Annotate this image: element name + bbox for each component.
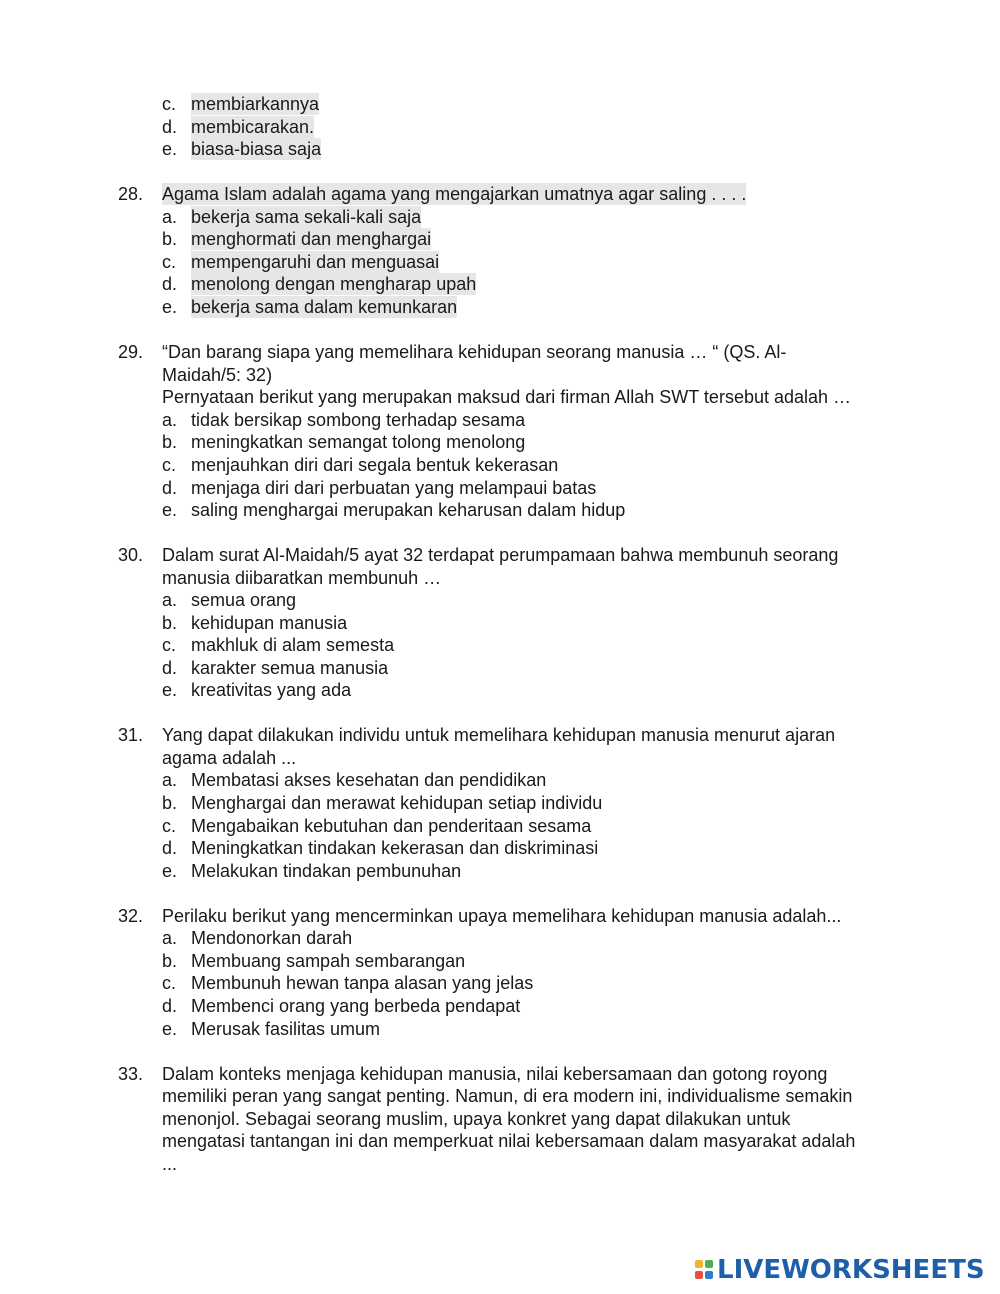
option-text: Meningkatkan tindakan kekerasan dan diskriminasi (191, 838, 599, 858)
option-text: tidak bersikap sombong terhadap sesama (191, 410, 526, 430)
option-text: kreativitas yang ada (191, 680, 352, 700)
question-text: Dalam konteks menjaga kehidupan manusia, nilai kebersamaan dan gotong royong (162, 1064, 828, 1084)
question-number: 33. (118, 1064, 144, 1084)
option-text: Membenci orang yang berbeda pendapat (191, 996, 521, 1016)
question-text: “Dan barang siapa yang memelihara kehidupan seorang manusia … “ (QS. Al- (162, 342, 787, 362)
option-letter: d. (162, 117, 178, 137)
option-letter: c. (162, 973, 177, 993)
option-text: Mengabaikan kebutuhan dan penderitaan sesama (191, 816, 592, 836)
option-text: Mendonorkan darah (191, 928, 353, 948)
option-letter: a. (162, 410, 178, 430)
option-letter: b. (162, 432, 178, 452)
option-text: Membuang sampah sembarangan (191, 951, 466, 971)
option-text: bekerja sama dalam kemunkaran (191, 297, 458, 317)
option-text: biasa-biasa saja (191, 139, 322, 159)
logo-square (705, 1271, 713, 1279)
question-number: 31. (118, 725, 144, 745)
question-text: Perilaku berikut yang mencerminkan upaya memelihara kehidupan manusia adalah... (162, 906, 842, 926)
option-letter: e. (162, 297, 178, 317)
option-letter: d. (162, 274, 178, 294)
option-text: kehidupan manusia (191, 613, 348, 633)
option-text: menolong dengan mengharap upah (191, 274, 477, 294)
option-text: saling menghargai merupakan keharusan dalam hidup (191, 500, 626, 520)
option-letter: a. (162, 207, 178, 227)
option-text: Menghargai dan merawat kehidupan setiap individu (191, 793, 603, 813)
option-letter: b. (162, 613, 178, 633)
option-letter: e. (162, 680, 178, 700)
option-text: karakter semua manusia (191, 658, 389, 678)
option-text: membicarakan. (191, 117, 315, 137)
option-letter: c. (162, 94, 177, 114)
liveworksheets-logo-icon (695, 1259, 715, 1281)
question-text: Yang dapat dilakukan individu untuk memelihara kehidupan manusia menurut ajaran (162, 725, 836, 745)
question-text: mengatasi tantangan ini dan memperkuat nilai kebersamaan dalam masyarakat adalah (162, 1131, 856, 1151)
option-letter: c. (162, 252, 177, 272)
option-letter: d. (162, 838, 178, 858)
option-letter: a. (162, 590, 178, 610)
liveworksheets-logo (695, 1255, 985, 1285)
option-letter: d. (162, 658, 178, 678)
option-text: Membatasi akses kesehatan dan pendidikan (191, 770, 547, 790)
option-text: menjauhkan diri dari segala bentuk kekerasan (191, 455, 559, 475)
option-letter: a. (162, 928, 178, 948)
option-text: menghormati dan menghargai (191, 229, 432, 249)
option-text: Melakukan tindakan pembunuhan (191, 861, 462, 881)
option-letter: e. (162, 139, 178, 159)
question-number: 29. (118, 342, 144, 362)
option-text: membiarkannya (191, 94, 320, 114)
option-letter: c. (162, 635, 177, 655)
option-text: Merusak fasilitas umum (191, 1019, 381, 1039)
logo-square (695, 1271, 703, 1279)
option-letter: e. (162, 500, 178, 520)
option-text: semua orang (191, 590, 297, 610)
question-text: manusia diibaratkan membunuh … (162, 568, 442, 588)
option-letter: d. (162, 996, 178, 1016)
option-letter: e. (162, 861, 178, 881)
option-letter: b. (162, 793, 178, 813)
question-text: Agama Islam adalah agama yang mengajarkan umatnya agar saling . . . . (162, 184, 747, 204)
question-number: 32. (118, 906, 144, 926)
question-text: agama adalah ... (162, 748, 297, 768)
question-text: Pernyataan berikut yang merupakan maksud dari firman Allah SWT tersebut adalah … (162, 387, 852, 407)
option-text: makhluk di alam semesta (191, 635, 395, 655)
option-text: mempengaruhi dan menguasai (191, 252, 440, 272)
option-letter: a. (162, 770, 178, 790)
option-text: Membunuh hewan tanpa alasan yang jelas (191, 973, 534, 993)
option-letter: e. (162, 1019, 178, 1039)
option-text: meningkatkan semangat tolong menolong (191, 432, 526, 452)
question-text: Dalam surat Al-Maidah/5 ayat 32 terdapat perumpamaan bahwa membunuh seorang (162, 545, 839, 565)
option-letter: b. (162, 951, 178, 971)
question-text: Maidah/5: 32) (162, 365, 273, 385)
option-text: bekerja sama sekali-kali saja (191, 207, 422, 227)
option-letter: d. (162, 478, 178, 498)
question-text: memiliki peran yang sangat penting. Namun, di era modern ini, individualisme semakin (162, 1086, 853, 1106)
option-letter: b. (162, 229, 178, 249)
logo-square (705, 1260, 713, 1268)
question-number: 30. (118, 545, 144, 565)
option-text: menjaga diri dari perbuatan yang melampaui batas (191, 478, 597, 498)
logo-text: LIVEWORKSHEETS (717, 1255, 985, 1285)
option-letter: c. (162, 816, 177, 836)
question-text: menonjol. Sebagai seorang muslim, upaya konkret yang dapat dilakukan untuk (162, 1109, 791, 1129)
question-number: 28. (118, 184, 144, 204)
logo-square (695, 1260, 703, 1268)
option-letter: c. (162, 455, 177, 475)
question-text: ... (162, 1154, 178, 1174)
